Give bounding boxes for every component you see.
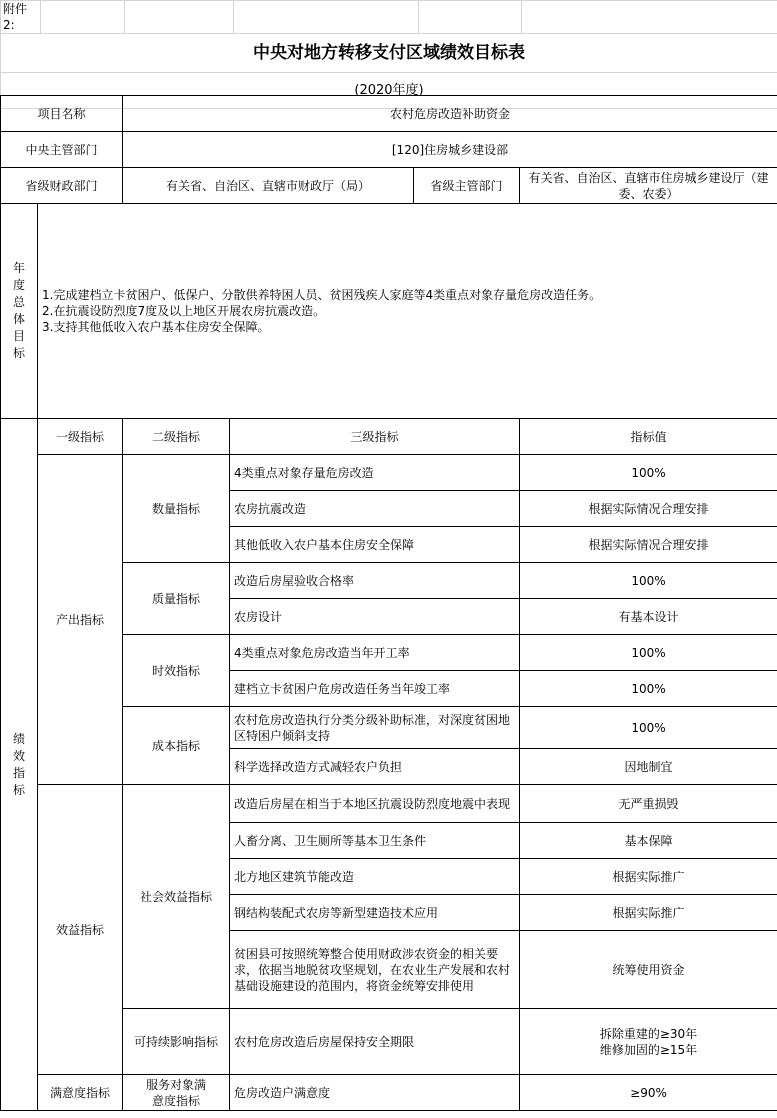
- indicator-name: 其他低收入农户基本住房安全保障: [230, 527, 520, 563]
- project-name-value: 农村危房改造补助资金: [123, 96, 777, 132]
- annual-goal-label: 年 度 总 体 目 标: [1, 204, 38, 419]
- indicator-name: 农房设计: [230, 599, 520, 635]
- level2-timeliness: 时效指标: [123, 635, 230, 707]
- indicator-value: 100%: [520, 455, 777, 491]
- indicator-name: 农村危房改造执行分类分级补助标准，对深度贫困地区特困户倾斜支持: [230, 707, 520, 749]
- indicator-name: 危房改造户满意度: [230, 1075, 520, 1111]
- indicator-value: 根据实际情况合理安排: [520, 527, 777, 563]
- attachment-label: 附件2:: [1, 1, 41, 34]
- annual-goal-text: [38, 204, 777, 419]
- indicator-value: 无严重损毁: [520, 785, 777, 823]
- indicator-name: 北方地区建筑节能改造: [230, 859, 520, 895]
- goal-item: 2.在抗震设防烈度7度及以上地区开展农房抗震改造。: [42, 304, 326, 318]
- central-dept-value: [120]住房城乡建设部: [123, 132, 777, 168]
- indicator-value: 100%: [520, 707, 777, 749]
- indicator-value: ≥90%: [520, 1075, 777, 1111]
- indicator-name: 4类重点对象危房改造当年开工率: [230, 635, 520, 671]
- central-dept-label: 中央主管部门: [1, 132, 123, 168]
- project-name-label: 项目名称: [1, 96, 123, 132]
- indicator-name: 科学选择改造方式减轻农户负担: [230, 749, 520, 785]
- indicator-name: 农房抗震改造: [230, 491, 520, 527]
- level1-benefit: 效益指标: [38, 785, 123, 1075]
- indicator-name: 改造后房屋在相当于本地区抗震设防烈度地震中表现: [230, 785, 520, 823]
- indicator-value: 100%: [520, 563, 777, 599]
- prov-dept-value: 有关省、自治区、直辖市住房城乡建设厅（建委、农委）: [520, 168, 777, 204]
- indicator-name: 农村危房改造后房屋保持安全期限: [230, 1009, 520, 1075]
- page-title: 中央对地方转移支付区域绩效目标表: [1, 34, 777, 73]
- performance-table: [0, 95, 777, 1111]
- indicator-value: 根据实际推广: [520, 859, 777, 895]
- prov-dept-label: 省级主管部门: [414, 168, 520, 204]
- col-level3: 三级指标: [230, 419, 520, 455]
- indicator-name: 建档立卡贫困户危房改造任务当年竣工率: [230, 671, 520, 707]
- level2-sustain: 可持续影响指标: [123, 1009, 230, 1075]
- indicator-value: 根据实际情况合理安排: [520, 491, 777, 527]
- indicator-value: 因地制宜: [520, 749, 777, 785]
- level2-quality: 质量指标: [123, 563, 230, 635]
- indicator-value: 100%: [520, 671, 777, 707]
- indicator-value: 统筹使用资金: [520, 931, 777, 1009]
- level2-cost: 成本指标: [123, 707, 230, 785]
- indicator-name: 钢结构装配式农房等新型建造技术应用: [230, 895, 520, 931]
- level2-service-satisfaction: 服务对象满意度指标: [123, 1075, 230, 1111]
- level2-social: 社会效益指标: [123, 785, 230, 1009]
- indicator-value: 拆除重建的≥30年 维修加固的≥15年: [520, 1009, 777, 1075]
- prov-finance-value: 有关省、自治区、直辖市财政厅（局）: [123, 168, 414, 204]
- level2-quantity: 数量指标: [123, 455, 230, 563]
- goal-item: 3.支持其他低收入农户基本住房安全保障。: [42, 320, 270, 334]
- col-level2: 二级指标: [123, 419, 230, 455]
- indicator-value: 基本保障: [520, 823, 777, 859]
- year-label: (2020年度): [1, 73, 777, 109]
- indicator-name: 贫困县可按照统筹整合使用财政涉农资金的相关要求，依据当地脱贫攻坚规划，在农业生产发展和农村基础设施建设的范围内，将资金统筹安排使用: [230, 931, 520, 1009]
- indicators-label: 绩 效 指 标: [1, 419, 38, 1111]
- level1-output: 产出指标: [38, 455, 123, 785]
- goal-item: 1.完成建档立卡贫困户、低保户、分散供养特困人员、贫困残疾人家庭等4类重点对象存量危房改造任务。: [42, 288, 602, 302]
- indicator-name: 改造后房屋验收合格率: [230, 563, 520, 599]
- col-value: 指标值: [520, 419, 777, 455]
- col-level1: 一级指标: [38, 419, 123, 455]
- indicator-value: 有基本设计: [520, 599, 777, 635]
- indicator-value: 100%: [520, 635, 777, 671]
- indicator-value: 根据实际推广: [520, 895, 777, 931]
- prov-finance-label: 省级财政部门: [1, 168, 123, 204]
- indicator-name: 4类重点对象存量危房改造: [230, 455, 520, 491]
- indicator-name: 人畜分离、卫生厕所等基本卫生条件: [230, 823, 520, 859]
- level1-satisfaction: 满意度指标: [38, 1075, 123, 1111]
